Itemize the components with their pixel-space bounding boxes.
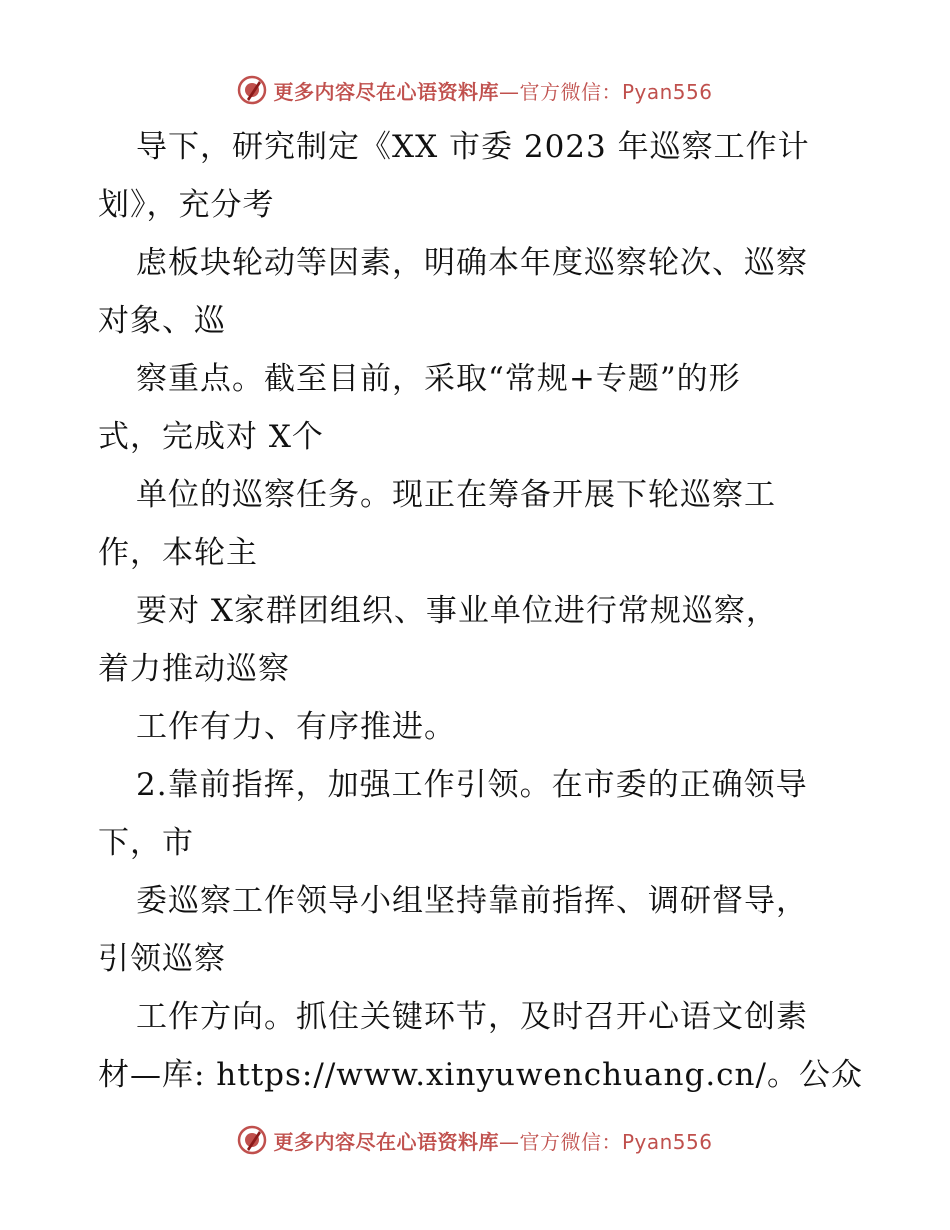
body-line: 式，完成对 X个 — [98, 419, 324, 455]
body-line: 委巡察工作领导小组坚持靠前指挥、调研督导， — [136, 883, 808, 919]
body-line: 引领巡察 — [98, 941, 226, 977]
body-line: 作，本轮主 — [98, 535, 258, 571]
body-line: 着力推动巡察 — [98, 651, 290, 687]
footer-watermark-text — [273, 1126, 712, 1155]
footer-watermark-wechat: 官方微信：Pyan556 — [519, 1129, 713, 1154]
header-watermark-banner — [0, 70, 950, 110]
brand-logo-icon — [237, 75, 267, 105]
body-line: 材—库: https://www.xinyuwenchuang.cn/。公众 — [98, 1057, 863, 1093]
body-line: 下，市 — [98, 825, 194, 861]
footer-watermark-banner — [0, 1120, 950, 1160]
header-watermark-main: 更多内容尽在心语资料库 — [273, 79, 499, 104]
header-watermark-wechat: 官方微信：Pyan556 — [519, 79, 713, 104]
header-watermark-sep: — — [498, 79, 520, 104]
body-line: 察重点。截至目前，采取“常规+专题”的形 — [136, 361, 741, 397]
body-line: 要对 X家群团组织、事业单位进行常规巡察， — [136, 593, 778, 629]
body-line: 单位的巡察任务。现正在筹备开展下轮巡察工 — [136, 477, 776, 513]
body-line: 导下，研究制定《XX 市委 2023 年巡察工作计 — [136, 129, 810, 165]
body-line: 工作方向。抓住关键环节，及时召开心语文创素 — [136, 999, 808, 1035]
body-line: 划》，充分考 — [98, 187, 275, 223]
body-line: 虑板块轮动等因素，明确本年度巡察轮次、巡察 — [136, 245, 808, 281]
document-body — [98, 118, 878, 1104]
footer-watermark-sep: — — [498, 1129, 520, 1154]
body-line: 2.靠前指挥，加强工作引领。在市委的正确领导 — [136, 767, 808, 803]
footer-watermark-main: 更多内容尽在心语资料库 — [273, 1129, 499, 1154]
brand-logo-icon — [237, 1125, 267, 1155]
header-watermark-text — [273, 76, 712, 105]
body-line: 工作有力、有序推进。 — [136, 709, 456, 745]
body-line: 对象、巡 — [98, 303, 226, 339]
